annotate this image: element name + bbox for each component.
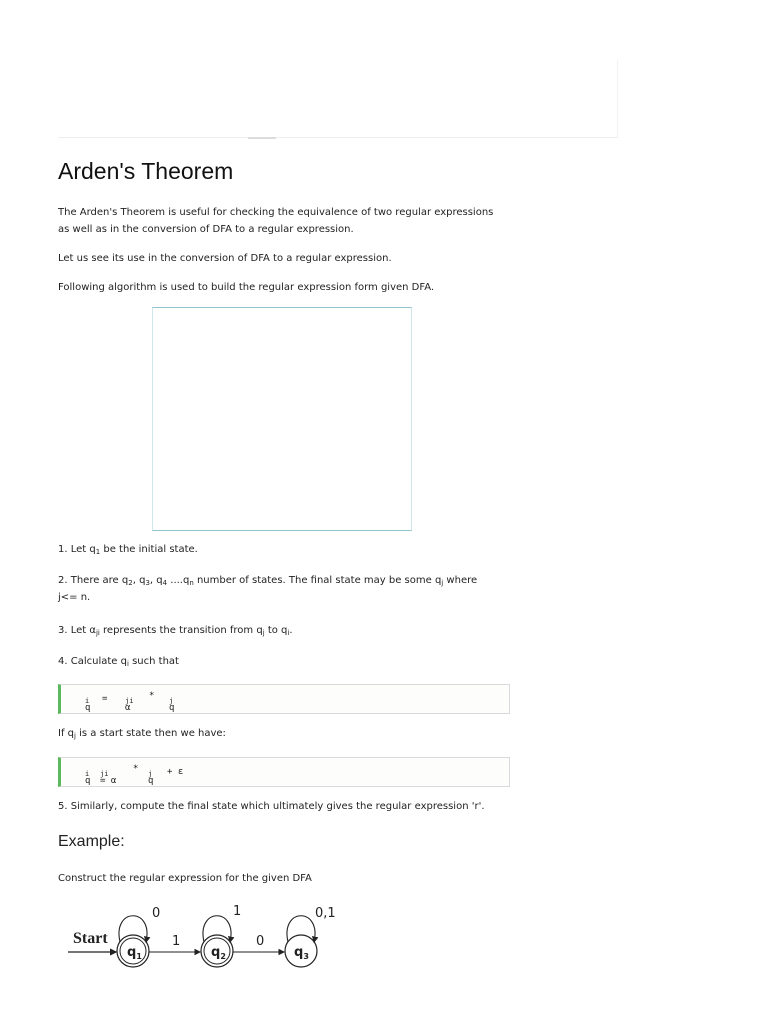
- state-q2-label: $q_2$: [211, 945, 226, 961]
- loop-q2-label: 1: [233, 904, 242, 919]
- intro-line-2: as well as in the conversion of DFA to a regular expression.: [58, 224, 354, 235]
- transition-q2-q3-label: 0: [256, 934, 265, 949]
- usage-paragraph: Let us see its use in the conversion of DFA to a regular expression.: [58, 253, 392, 264]
- state-q1-label: $q_1$: [127, 945, 142, 961]
- transition-q1-q2-label: 1: [172, 934, 181, 949]
- header-divider: [248, 137, 276, 139]
- step-5: 5. Similarly, compute the final state which ultimately gives the regular expression 'r'.: [58, 801, 485, 812]
- state-q3-label: $q_3$: [294, 945, 309, 961]
- intro-paragraph: [58, 204, 493, 238]
- example-text: Construct the regular expression for the given DFA: [58, 873, 312, 884]
- loop-q3-label: 0,1: [315, 906, 336, 921]
- page-title: Arden's Theorem: [58, 158, 234, 184]
- step-1: 1. Let $q_1$ be the initial state.: [58, 544, 198, 556]
- header-edge: [617, 60, 618, 137]
- step-4: 4. Calculate $q_i$ such that: [58, 656, 179, 668]
- formula-box-1: q $_i$ = α $_{ji}$ * q $_j$: [58, 684, 510, 714]
- formula-box-2: q $_i$ = α $_{ji}$ * q $_j$ + ε: [58, 757, 510, 787]
- step-2: 2. There are $q_2$, $q_3$, $q_4$ $....q_n$ number of states. The final state may be some $q_j$ where j<= n.: [58, 575, 478, 603]
- figure-placeholder: [152, 307, 412, 531]
- loop-q1-label: 0: [152, 906, 161, 921]
- header-area: [58, 60, 618, 138]
- dfa-diagram: [60, 895, 360, 975]
- start-state-note: If $q_j$ is a start state then we have:: [58, 728, 226, 740]
- algorithm-paragraph: Following algorithm is used to build the regular expression form given DFA.: [58, 282, 435, 293]
- step-3: 3. Let $\alpha_{ji}$ represents the transition from $q_j$ to $q_i$.: [58, 625, 293, 637]
- start-label: Start: [73, 930, 108, 947]
- example-heading: Example:: [58, 833, 125, 850]
- intro-line-1: The Arden's Theorem is useful for checking the equivalence of two regular expressions: [58, 207, 494, 218]
